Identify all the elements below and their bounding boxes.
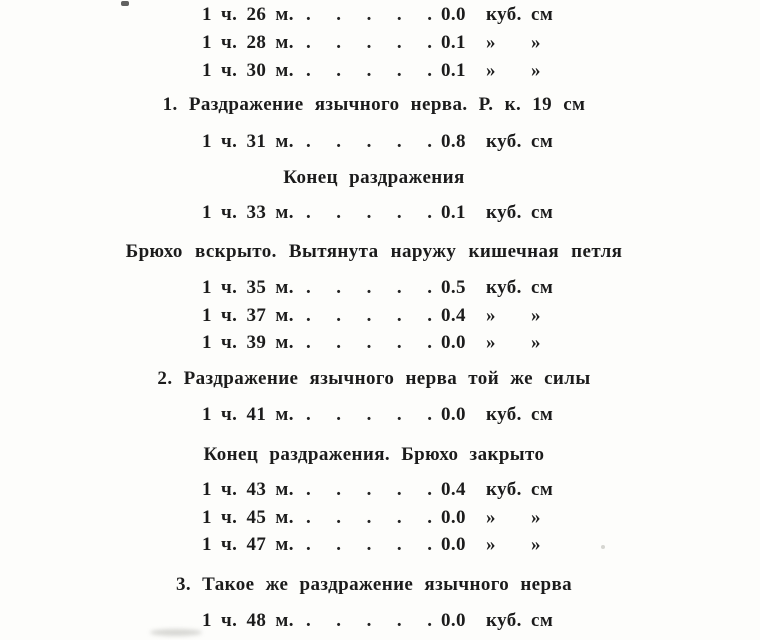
unit-label: см [531,610,554,631]
volume-value: 0.0 [441,534,466,555]
volume-value: 0.1 [441,202,466,223]
section-heading: 1. Раздражение язычного нерва. Р. к. 19 см [162,94,586,115]
unit-label: см [531,479,554,500]
measurement-row [0,60,760,84]
dot-leader: . . . . . [306,479,433,500]
unit-label: куб. [486,202,522,223]
dot-leader: . . . . . [306,305,433,326]
measurement-row [0,202,760,226]
dot-leader: . . . . . [306,610,433,631]
section-heading: 2. Раздражение язычного нерва той же силы [157,368,591,389]
measurement-row [0,507,760,531]
measurement-row [0,4,760,28]
note-heading: Брюхо вскрыто. Вытянута наружу кишечная петля [125,241,623,262]
dot-leader: . . . . . [306,277,433,298]
unit-label: » [531,332,541,353]
measurement-row [0,32,760,56]
volume-value: 0.0 [441,507,466,528]
note-heading: Конец раздражения [283,167,465,188]
section-heading: 3. Такое же раздражение язычного нерва [175,574,573,595]
dot-leader: . . . . . [306,404,433,425]
unit-label: куб. [486,277,522,298]
dot-leader: . . . . . [306,4,433,25]
measurement-row [0,332,760,356]
note-heading: Конец раздражения. Брюхо закрыто [203,444,545,465]
measurement-row [0,479,760,503]
time-label: 1 ч. 31 м. [202,131,294,152]
measurement-row [0,277,760,301]
measurement-row [0,610,760,634]
time-label: 1 ч. 43 м. [202,479,294,500]
unit-label: см [531,131,554,152]
volume-value: 0.4 [441,479,466,500]
unit-label: » [531,305,541,326]
time-label: 1 ч. 45 м. [202,507,294,528]
unit-label: см [531,404,554,425]
volume-value: 0.1 [441,32,466,53]
time-label: 1 ч. 48 м. [202,610,294,631]
time-label: 1 ч. 35 м. [202,277,294,298]
measurement-row [0,131,760,155]
time-label: 1 ч. 30 м. [202,60,294,81]
unit-label: » [486,534,496,555]
unit-label: » [486,332,496,353]
unit-label: см [531,277,554,298]
dot-leader: . . . . . [306,202,433,223]
measurement-row [0,534,760,558]
time-label: 1 ч. 33 м. [202,202,294,223]
measurement-row [0,404,760,428]
unit-label: » [486,305,496,326]
time-label: 1 ч. 26 м. [202,4,294,25]
scan-smudge [150,629,202,636]
unit-label: куб. [486,610,522,631]
dot-leader: . . . . . [306,534,433,555]
unit-label: » [531,534,541,555]
time-label: 1 ч. 47 м. [202,534,294,555]
dot-leader: . . . . . [306,32,433,53]
dot-leader: . . . . . [306,507,433,528]
volume-value: 0.0 [441,332,466,353]
volume-value: 0.5 [441,277,466,298]
time-label: 1 ч. 41 м. [202,404,294,425]
unit-label: куб. [486,131,522,152]
scan-ink-speck [121,1,129,6]
volume-value: 0.0 [441,4,466,25]
dot-leader: . . . . . [306,60,433,81]
volume-value: 0.1 [441,60,466,81]
unit-label: куб. [486,4,522,25]
volume-value: 0.8 [441,131,466,152]
unit-label: » [486,32,496,53]
unit-label: » [531,32,541,53]
dot-leader: . . . . . [306,131,433,152]
scan-dot-artifact [601,545,605,549]
volume-value: 0.0 [441,404,466,425]
unit-label: куб. [486,404,522,425]
unit-label: см [531,4,554,25]
time-label: 1 ч. 37 м. [202,305,294,326]
unit-label: » [486,507,496,528]
unit-label: » [531,60,541,81]
unit-label: куб. [486,479,522,500]
time-label: 1 ч. 39 м. [202,332,294,353]
measurement-row [0,305,760,329]
volume-value: 0.0 [441,610,466,631]
volume-value: 0.4 [441,305,466,326]
dot-leader: . . . . . [306,332,433,353]
unit-label: » [486,60,496,81]
time-label: 1 ч. 28 м. [202,32,294,53]
unit-label: см [531,202,554,223]
unit-label: » [531,507,541,528]
